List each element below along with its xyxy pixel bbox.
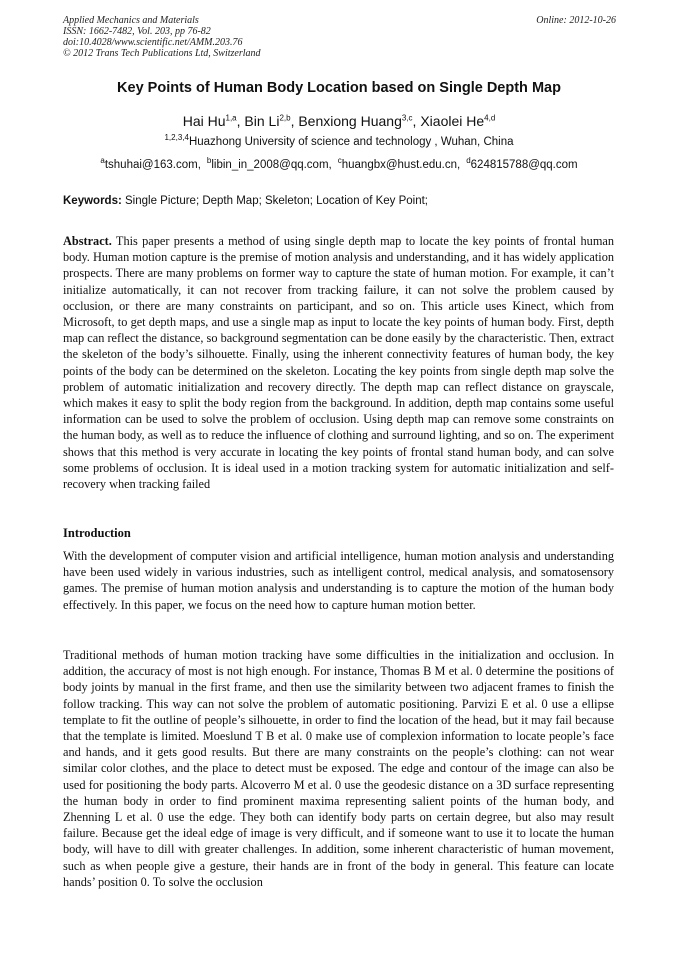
affiliation-superscript: 1,2,3,4	[164, 133, 189, 143]
email-address: huangbx@hust.edu.cn,	[341, 159, 461, 171]
email-address: 624815788@qq.com	[470, 159, 578, 171]
issn-line: ISSN: 1662-7482, Vol. 203, pp 76-82	[63, 26, 211, 37]
email-superscript: a	[100, 156, 105, 166]
author-superscript: 3,c	[401, 113, 413, 123]
abstract-label: Abstract.	[63, 234, 112, 248]
abstract-text: This paper presents a method of using single depth map to locate the key points of frontal human body. Human motion capture is the premise of motion analysis and understanding, and it has widely application prospects. There are many problems on former way to capture the state of human motion. For example, it can’t initialize automatically, it can not recover from tracking failure, it can not solve the problem caused by occlusion, or there are many constraints on participant, and so on. This article uses Kinect, which from Microsoft, to get depth maps, and use a single map as input to locate the key points of human body. First, depth map can reflect the distance, so background segmentation can be done easily by the characteristic. Then, extract the skeleton of the body’s silhouette. Finally, using the inherent connectivity features of human body, the key points of the body can be determined on the skeleton. Locating the key points from single depth map solve the problem of automatic initialization and recovery directly. The depth map can reflect distance on grayscale, which makes it easy to split the body region from the background. In addition, depth map contains some useful information can be used to solve the problem of occlusion. Using depth map can remove some constraints on the human body, as well as to reduce the influence of clothing and surround lighting, and so on. The experiment shows that this method is very accurate in locating the key points of frontal stand human body, and can solve some problems of occlusion. It is ideal used in a motion tracking system for automatic initialization and self-recovery when tracking failed	[63, 234, 614, 492]
author-superscript: 2,b	[279, 113, 291, 123]
keywords-label: Keywords:	[63, 195, 122, 207]
author-list: Hai Hu$^{1,a}$, Bin Li$^{2,b}$, Benxiong Huang$^{3,c}$, Xiaolei He$^{4,d}$	[182, 113, 496, 129]
email-address: tshuhai@163.com,	[104, 159, 201, 171]
email-list	[0, 156, 678, 171]
abstract	[63, 233, 614, 492]
author-name: Hai Hu	[182, 113, 226, 129]
author-superscript: 4,d	[484, 113, 496, 123]
paper-title: Key Points of Human Body Location based on Single Depth Map	[117, 80, 561, 96]
email-superscript: d	[466, 156, 471, 166]
keywords-text: Single Picture; Depth Map; Skeleton; Location of Key Point;	[121, 195, 429, 207]
keywords	[63, 195, 616, 207]
affiliation	[0, 133, 678, 148]
journal-name: Applied Mechanics and Materials	[63, 15, 199, 26]
author-name: Benxiong Huang	[298, 113, 402, 129]
copyright-line: © 2012 Trans Tech Publications Ltd, Switzerland	[63, 48, 261, 59]
author-name: Bin Li	[244, 113, 280, 129]
author-name: Xiaolei He	[420, 113, 485, 129]
body-paragraph: With the development of computer vision and artificial intelligence, human motion analysis and understanding have been used widely in various industries, such as intelligent control, medical analysis, and somatosensory games. The premise of human motion analysis and understanding is to capture the motion of the human body effectively. In this paper, we focus on the need how to capture human motion better.	[63, 549, 614, 612]
author-superscript: 1,a	[225, 113, 237, 123]
affiliation-text: Huazhong University of science and technology , Wuhan, China	[188, 136, 514, 148]
email-superscript: b	[206, 156, 212, 166]
doi-line: doi:10.4028/www.scientific.net/AMM.203.76	[63, 37, 243, 48]
email-superscript: c	[337, 156, 342, 166]
journal-header	[63, 15, 616, 59]
email-address: libin_in_2008@qq.com,	[211, 159, 332, 171]
online-date: Online: 2012-10-26	[536, 15, 616, 26]
body-paragraph: Traditional methods of human motion tracking have some difficulties in the initialization and occlusion. In addition, the accuracy of most is not high enough. For instance, Thomas B M et al. 0 determine the positions of body joints by manual in the first frame, and then use the similarity between two adjacent frames to finish the follow tracking. This way can not solve the problem of automatic positioning. Parvizi E et al. 0 use a ellipse template to fit the outline of people’s silhouette, in order to find the location of the head, but it may fail because that the template is limited. Moeslund T B et al. 0 make use of complexion information to locate people’s face and hands, and it gets good results. But there are many constraints on the people’s clothing: can not wear similar color clothes, and the place to detect must be exposed. The edge and contour of the image can also be used for positioning the body parts. Alcoverro M et al. 0 use the geodesic distance on a 3D surface representing the human body in order to find prominent maxima representing salient points of the human body, and Zhenning L et al. 0 use the edge. They both can identify body parts on certain degree, but also may result failure. Because get the ideal edge of image is very difficult, and if someone want to use it to locate the human body, will have to dill with greater challenges. In addition, some inherent characteristic of human movement, such as when people give a gesture, their hands are in front of the body in general. This feature can locate hands’ position 0. To solve the occlusion	[63, 648, 614, 889]
section-heading-introduction: Introduction	[63, 526, 131, 540]
